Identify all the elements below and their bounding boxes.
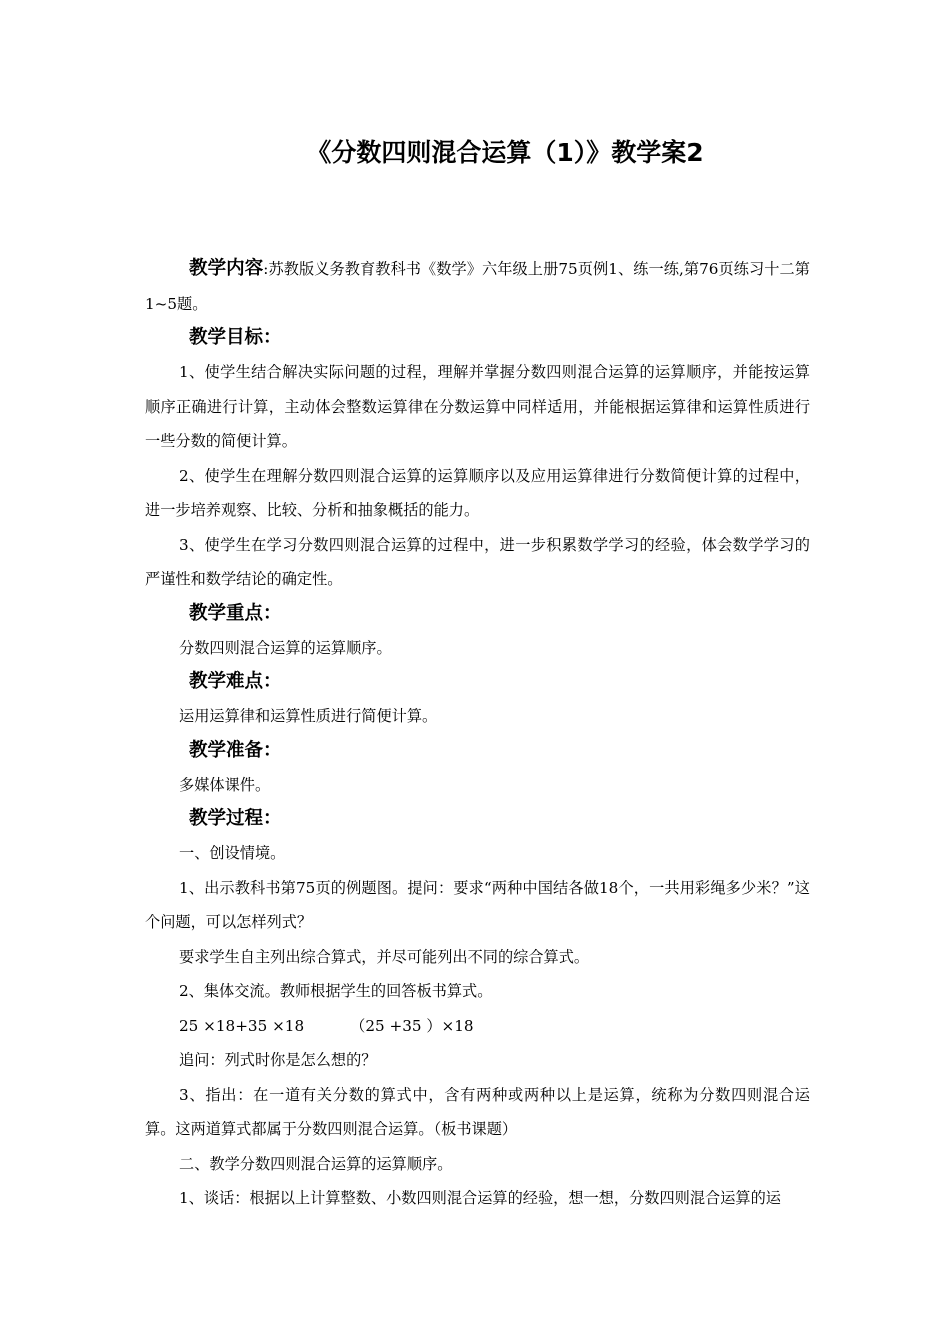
teaching-content-label: 教学内容 [189,258,264,279]
process-line: 1、谈话：根据以上计算整数、小数四则混合运算的经验，想一想，分数四则混合运算的运 [179,1189,781,1207]
page-title: 《分数四则混合运算（1）》教学案2 [306,138,704,167]
process-line: 一、创设情境。 [179,844,286,862]
process-line: 二、教学分数四则混合运算的运算顺序。 [179,1154,453,1173]
key-point-heading: 教学重点： [189,602,282,624]
teaching-content-text: :苏教版义务教育教科书《数学》六年级上册75页例1、练一练,第76页练习十二第1~5题。 [145,260,810,313]
difficulty-text: 运用运算律和运算性质进行简便计算。 [179,707,438,725]
formula-b: （25 +35 ）×18 [350,1016,474,1035]
formula-line [145,1009,810,1044]
key-point-text: 分数四则混合运算的运算顺序。 [179,638,392,657]
objective-item: 1、使学生结合解决实际问题的过程，理解并掌握分数四则混合运算的运算顺序，并能按运算顺序正确进行计算，主动体会整数运算律在分数运算中同样适用，并能根据运算律和运算性质进行一些分数的简便计算。 [145,363,810,450]
preparation-text: 多媒体课件。 [179,775,271,794]
difficulty-heading: 教学难点： [189,671,282,692]
process-line: 2、集体交流。教师根据学生的回答板书算式。 [179,982,493,1000]
process-line: 要求学生自主列出综合算式，并尽可能列出不同的综合算式。 [179,947,590,966]
preparation-heading: 教学准备： [189,739,282,761]
process-heading: 教学过程： [189,808,282,829]
document-body [145,252,810,1216]
objective-item: 2、使学生在理解分数四则混合运算的运算顺序以及应用运算律进行分数简便计算的过程中，进一步培养观察、比较、分析和抽象概括的能力。 [145,466,810,519]
objective-item: 3、使学生在学习分数四则混合运算的过程中，进一步积累数学学习的经验，体会数学学习的严谨性和数学结论的确定性。 [145,535,810,588]
teaching-content-paragraph [145,252,810,321]
process-line: 追问：列式时你是怎么想的？ [179,1051,377,1069]
process-line: 1、出示教科书第75页的例题图。提问：要求“两种中国结各做18个，一共用彩绳多少米？”这个问题，可以怎样列式？ [145,878,810,931]
formula-a: 25 ×18+35 ×18 [179,1016,305,1035]
objectives-heading: 教学目标： [189,327,282,348]
process-line: 3、指出：在一道有关分数的算式中，含有两种或两种以上是运算，统称为分数四则混合运算。这两道算式都属于分数四则混合运算。（板书课题） [145,1085,810,1138]
